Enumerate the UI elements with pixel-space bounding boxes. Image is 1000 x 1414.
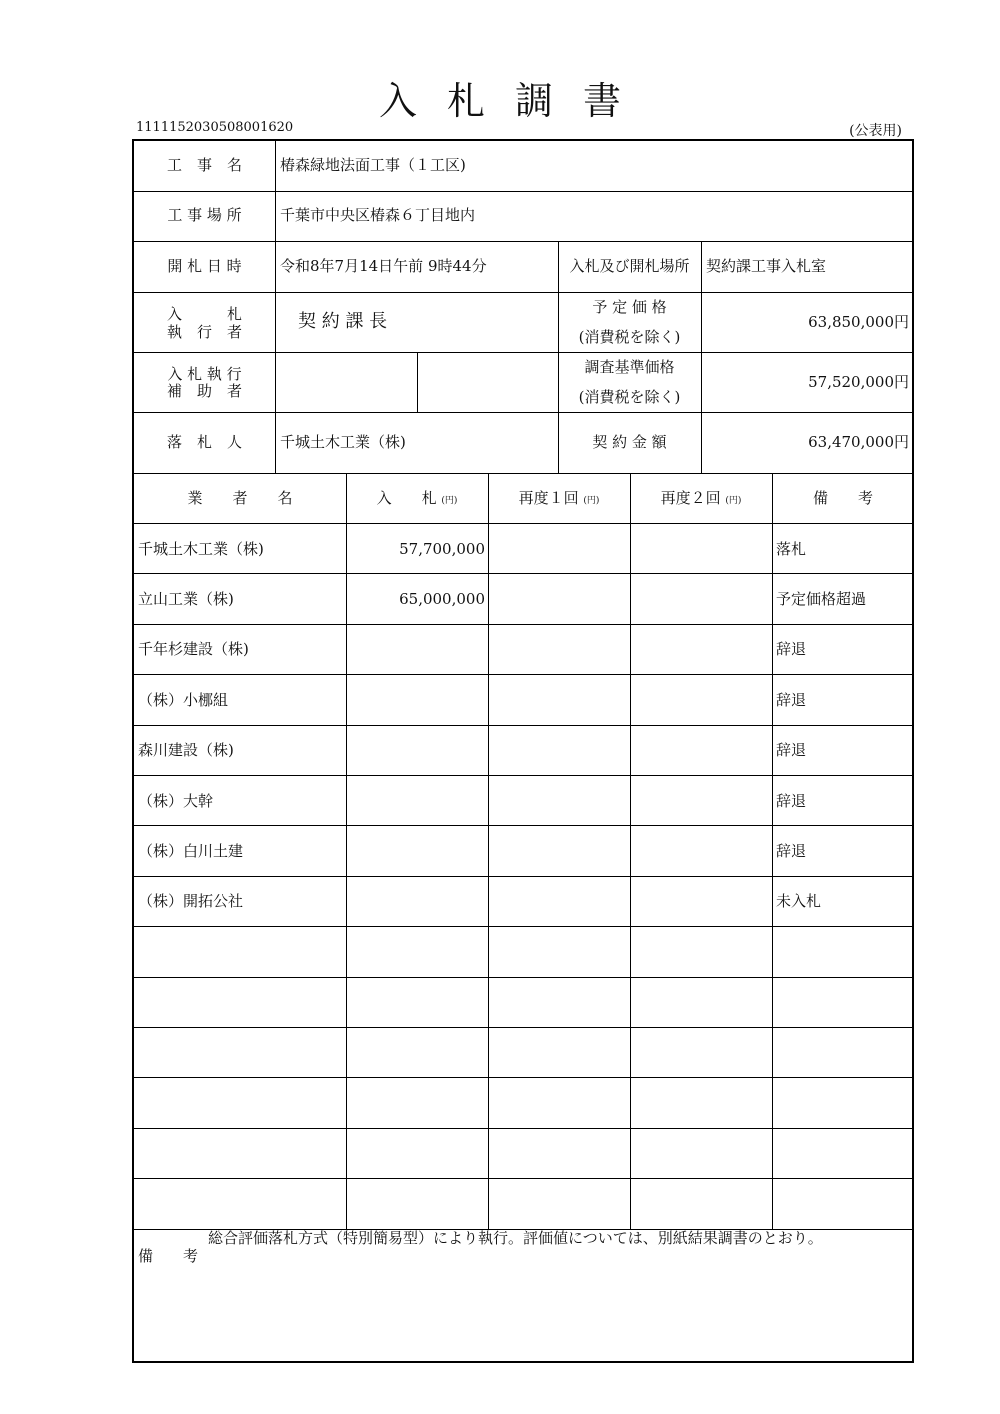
company-cell: （株）白川土建 [138,842,244,860]
table-row-divider [134,825,914,826]
bid-cell: 65,000,000 [399,590,485,608]
table-row-divider [134,674,914,675]
executor-label-line1: 入 札 [166,305,242,323]
table-row-divider [134,1128,914,1129]
company-cell: 立山工業（株) [138,590,234,608]
bid-place-label: 入札及び開札場所 [569,257,690,275]
planned-price-value: 63,850,000円 [808,313,909,331]
remarks-cell: 辞退 [776,690,807,709]
construction-name-value: 椿森緑地法面工事（１工区) [280,156,466,174]
remarks-cell: 未入札 [776,892,822,911]
table-row-divider [134,523,914,524]
table-row-divider [134,725,914,726]
table-row-divider [134,1077,914,1078]
company-cell: （株）大幹 [138,791,214,810]
table-row-divider [134,876,914,877]
company-cell: （株）小梛組 [138,690,229,709]
winner-value: 千城土木工業（株) [280,433,406,451]
company-cell: （株）開拓公社 [138,892,244,911]
remarks-cell: 予定価格超過 [776,590,867,608]
assistant-label-line1: 入 札 執 行 [167,365,242,383]
executor-label-line2: 執 行 者 [166,323,242,341]
remarks-cell: 落札 [776,539,807,558]
remarks-cell: 辞退 [776,741,807,760]
table-row-divider [134,977,914,978]
col-header-company: 業 者 名 [187,489,293,507]
construction-name-label: 工 事 名 [166,156,242,174]
contract-amount-value: 63,470,000円 [808,433,909,451]
col-header-remarks: 備 考 [812,489,873,507]
page-title: 入札調書 [378,79,651,123]
planned-price-label-line1: 予 定 価 格 [592,298,667,316]
table-row-divider [134,1027,914,1028]
remarks-cell: 辞退 [776,791,807,810]
footer-remarks-text: 総合評価落札方式（特別簡易型）により執行。評価値については、別紙結果調書のとおり。 [208,1229,823,1247]
planned-price-label-line2: (消費税を除く) [578,328,681,346]
col-header-rebid2: 再度２回 (円) [660,489,742,507]
public-use-label: (公表用) [849,123,902,139]
contract-amount-label: 契 約 金 額 [592,433,667,451]
opening-datetime-label: 開 札 日 時 [167,257,242,275]
table-row-divider [134,573,914,574]
document-number: 1111152030508001620 [136,120,294,135]
footer-remarks-label: 備 考 [138,1247,199,1265]
bid-record-form [132,139,914,1363]
table-row-divider [134,926,914,927]
table-row-divider [134,1178,914,1179]
executor-value: 契 約 課 長 [298,311,388,332]
table-row-divider [134,624,914,625]
company-cell: 千年杉建設（株) [138,640,249,659]
col-header-rebid1: 再度１回 (円) [518,489,600,507]
opening-datetime-value: 令和8年7月14日午前 9時44分 [280,257,487,275]
remarks-cell: 辞退 [776,640,807,659]
bid-place-value: 契約課工事入札室 [706,257,827,275]
col-header-bid: 入 札 (円) [376,489,458,507]
assistant-label-line2: 補 助 者 [166,382,242,400]
site-value: 千葉市中央区椿森６丁目地内 [280,206,476,224]
survey-price-label-line1: 調査基準価格 [584,358,675,376]
company-cell: 千城土木工業（株) [138,539,264,558]
winner-label: 落 札 人 [166,433,242,451]
table-row-divider [134,775,914,776]
bid-cell: 57,700,000 [399,539,485,558]
remarks-cell: 辞退 [776,842,807,860]
survey-price-value: 57,520,000円 [808,373,909,391]
site-label: 工 事 場 所 [167,206,242,224]
survey-price-label-line2: (消費税を除く) [578,388,681,406]
company-cell: 森川建設（株) [138,741,234,760]
